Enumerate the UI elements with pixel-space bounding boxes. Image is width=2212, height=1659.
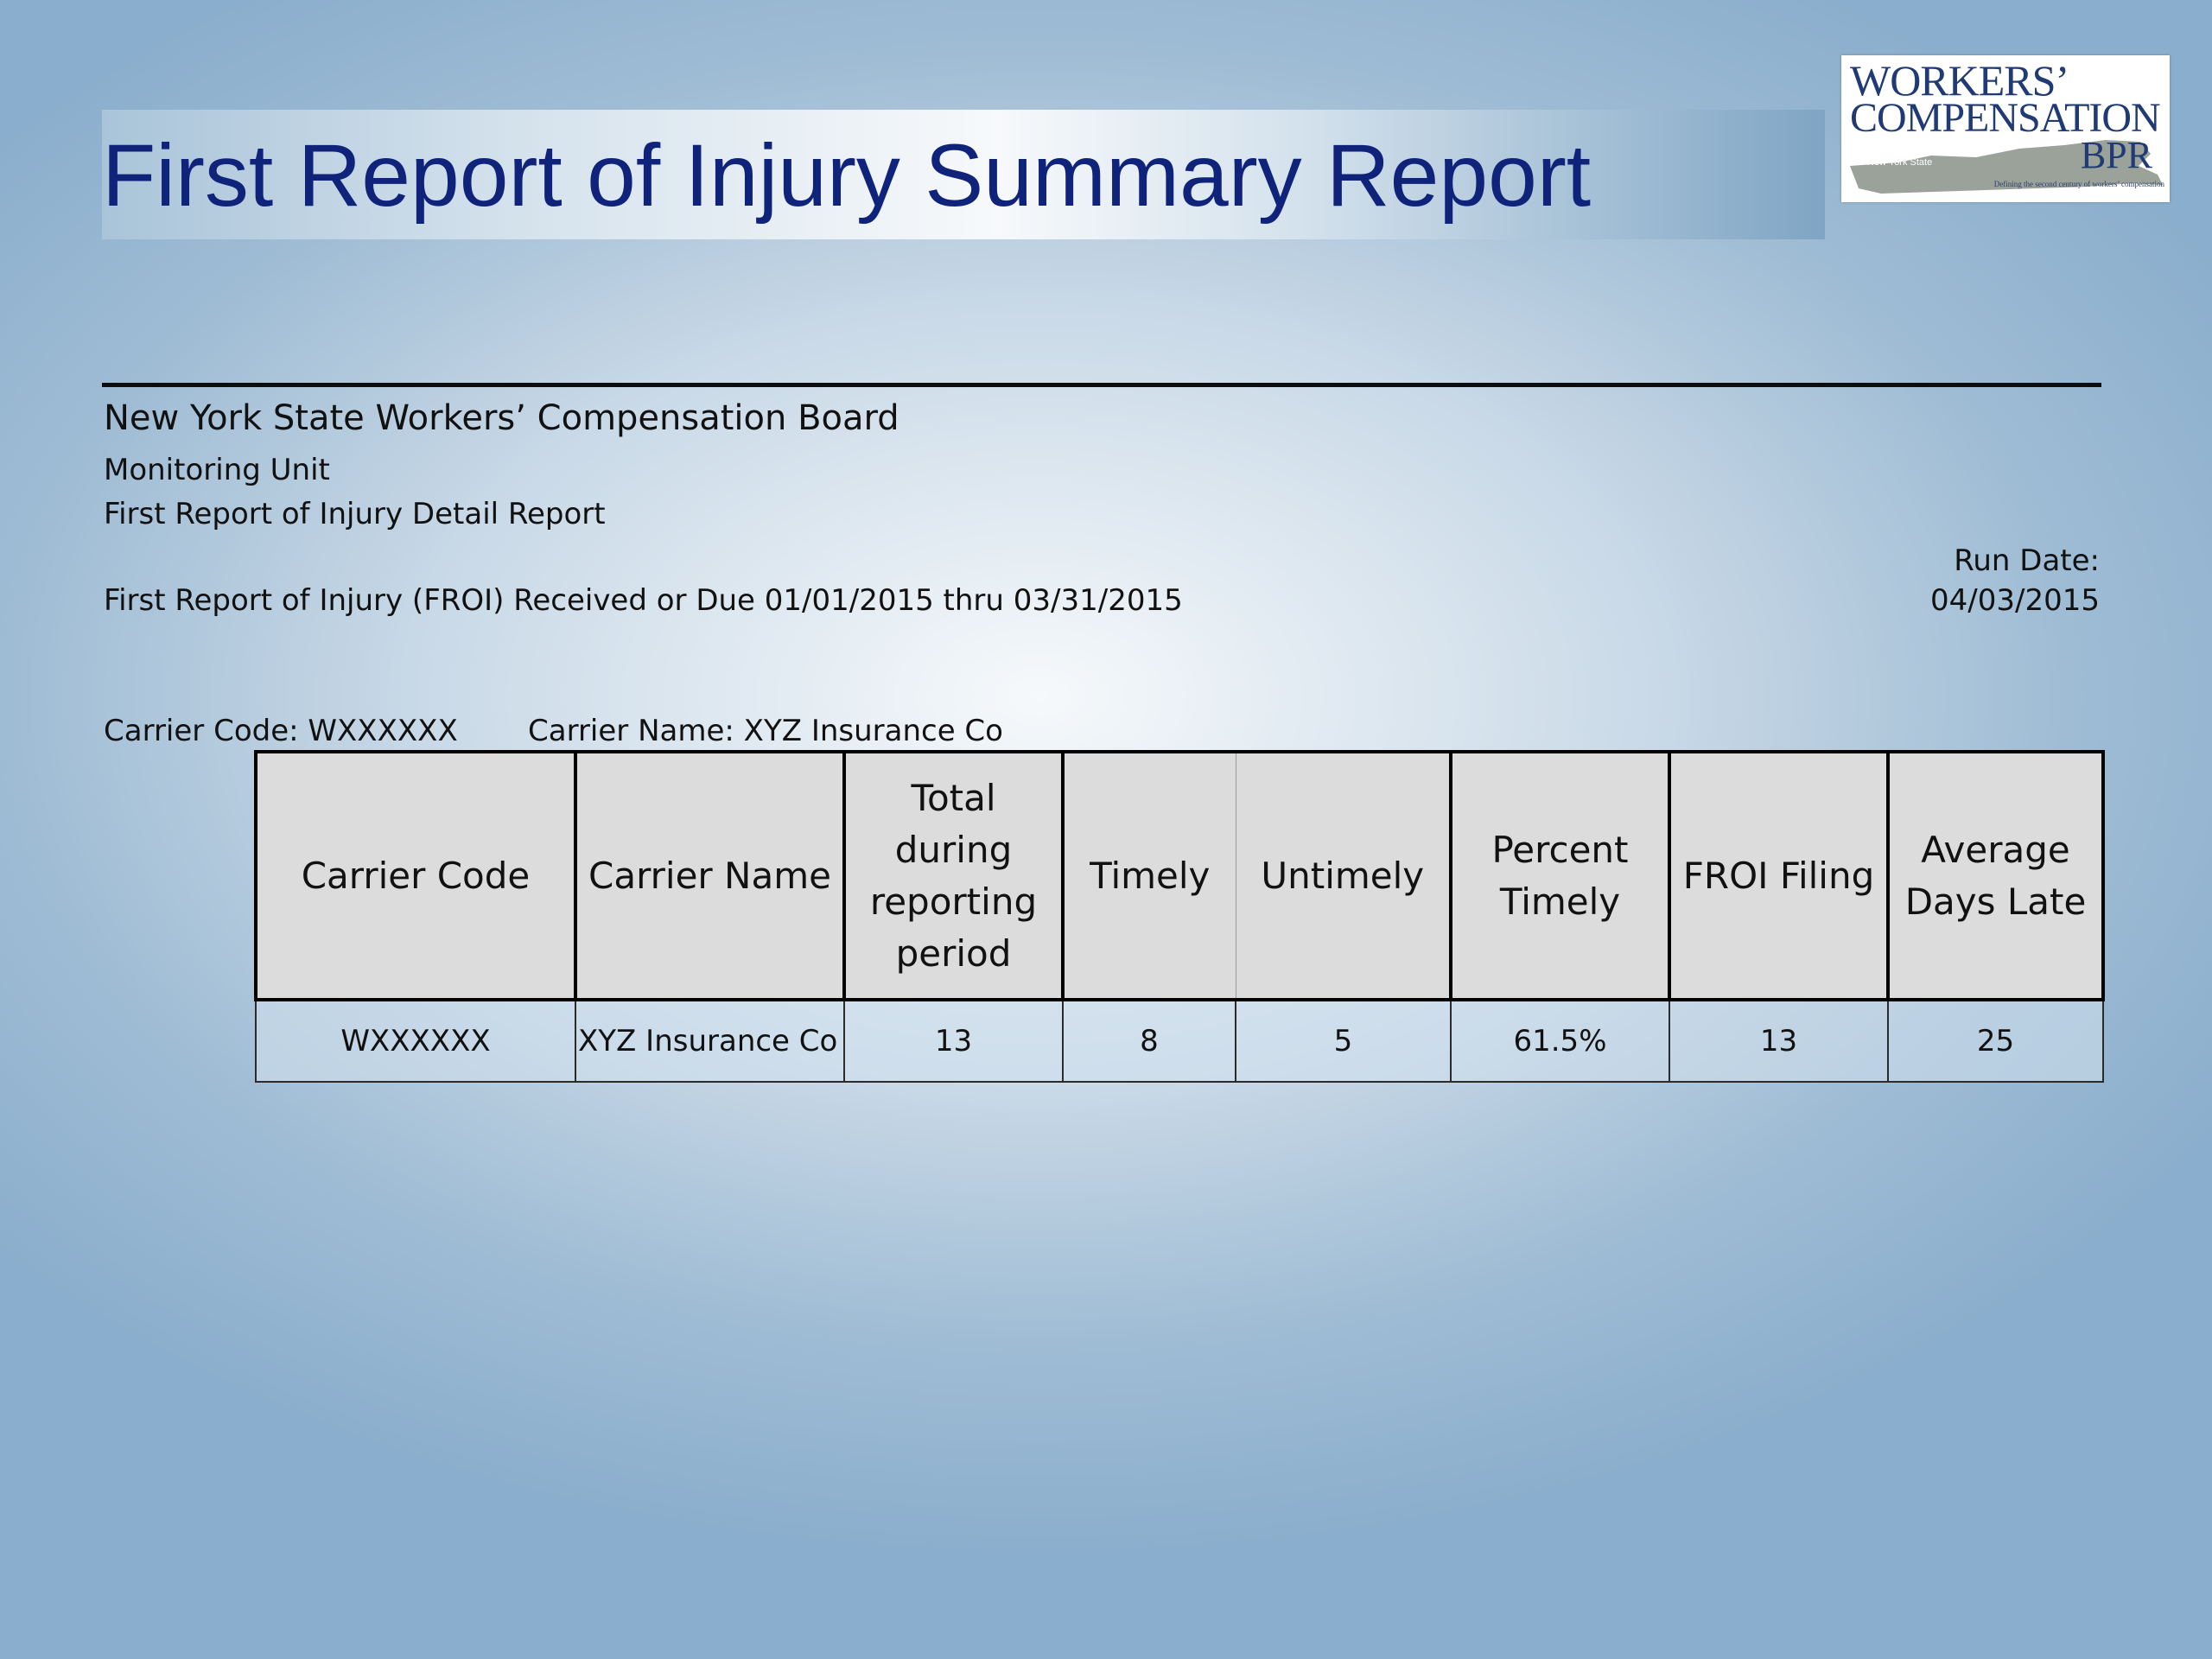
- froi-period: First Report of Injury (FROI) Received or Due 01/01/2015 thru 03/31/2015: [104, 583, 1183, 618]
- cell-timely: 8: [1063, 1000, 1236, 1082]
- column-header: Average Days Late: [1888, 752, 2103, 1000]
- cell-carrier-name: XYZ Insurance Co: [575, 1000, 844, 1082]
- column-header: Untimely: [1236, 752, 1451, 1000]
- column-header: Total during reporting period: [844, 752, 1063, 1000]
- carrier-name-line: Carrier Name: XYZ Insurance Co: [528, 714, 1003, 748]
- cell-average-days-late: 25: [1888, 1000, 2103, 1082]
- column-header: Percent Timely: [1451, 752, 1669, 1000]
- column-header: FROI Filing: [1669, 752, 1888, 1000]
- unit-name: Monitoring Unit: [104, 453, 330, 487]
- report-detail-title: First Report of Injury Detail Report: [104, 497, 606, 531]
- slide-title: First Report of Injury Summary Report: [102, 126, 1592, 225]
- run-date-block: [1930, 541, 2100, 620]
- logo-tagline: Defining the second century of workers’ compensation: [1993, 180, 2164, 188]
- column-header: Carrier Name: [575, 752, 844, 1000]
- cell-total: 13: [844, 1000, 1063, 1082]
- cell-froi-filing: 13: [1669, 1000, 1888, 1082]
- logo-line-compensation: COMPENSATION: [1850, 95, 2160, 141]
- logo-line-workers: WORKERS’: [1850, 56, 2069, 105]
- table-row: [256, 1000, 2103, 1082]
- logo-bpr: BPR: [2080, 134, 2152, 176]
- cell-carrier-code: WXXXXXX: [256, 1000, 575, 1082]
- cell-untimely: 5: [1236, 1000, 1451, 1082]
- run-date-label: Run Date:: [1954, 543, 2100, 578]
- header-divider: [102, 383, 2101, 387]
- column-header: Timely: [1063, 752, 1236, 1000]
- workers-compensation-bpr-logo: [1841, 55, 2170, 202]
- organization-name: New York State Workers’ Compensation Board: [104, 398, 899, 438]
- run-date-value: 04/03/2015: [1930, 583, 2100, 618]
- summary-table: [254, 750, 2105, 1083]
- table-header-row: [256, 752, 2103, 1000]
- cell-percent-timely: 61.5%: [1451, 1000, 1669, 1082]
- logo-state-label: New York State: [1867, 157, 1933, 168]
- column-header: Carrier Code: [256, 752, 575, 1000]
- carrier-code-line: Carrier Code: WXXXXXX: [104, 714, 458, 748]
